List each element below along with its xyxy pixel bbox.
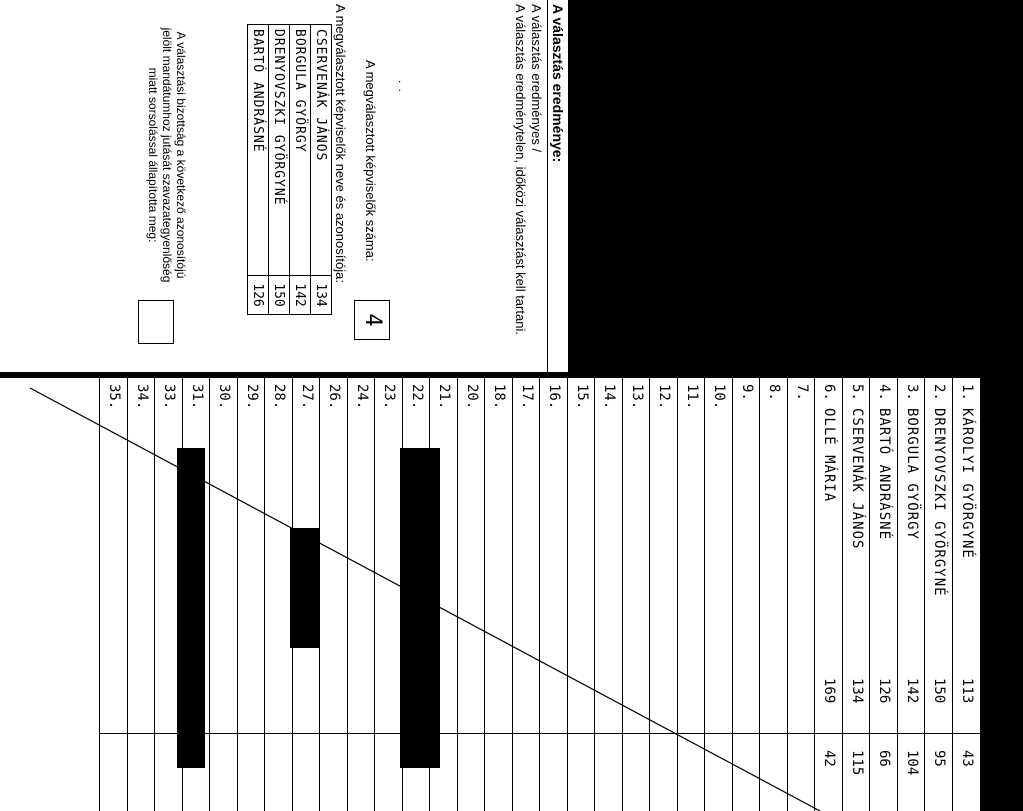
candidate-number: 9.	[739, 384, 755, 401]
elected-id[interactable]: 142	[290, 276, 311, 315]
result-section	[0, 0, 568, 372]
elected-name[interactable]: DRENYOVSZKI GYÖRGYNÉ	[269, 25, 290, 276]
candidate-number: 22.	[409, 384, 425, 410]
candidate-number: 2.	[931, 384, 948, 401]
candidate-number: 11.	[684, 384, 700, 410]
elected-count-label: A megválasztott képviselők száma:	[363, 60, 378, 262]
candidate-number: 34.	[134, 384, 150, 410]
elected-names-label: A megválasztott képviselők neve és azonosítója:	[333, 4, 348, 283]
candidate-name[interactable]: DRENYOVSZKI GYÖRGYNÉ	[931, 408, 948, 597]
candidate-number: 18.	[491, 384, 508, 410]
candidate-number: 28.	[271, 384, 288, 410]
candidate-number: 10.	[711, 384, 728, 410]
elected-id[interactable]: 134	[311, 276, 332, 315]
candidate-number: 4.	[876, 384, 893, 401]
elected-row	[290, 25, 311, 315]
result-successful-text: A választás eredményes /	[529, 4, 544, 153]
candidate-votes[interactable]: 43	[959, 750, 975, 767]
elected-name[interactable]: CSERVENÁK JÁNOS	[311, 25, 332, 276]
result-title: A választás eredménye:	[550, 4, 566, 163]
committee-draw-text: A választási bizottság a következő azonosítójú jelölt mandátumhoz jutását szavazategyenlőség miatt sorsolással állapította meg:	[146, 27, 188, 283]
elected-id[interactable]: 126	[248, 276, 269, 315]
candidate-votes[interactable]: 115	[849, 750, 865, 776]
candidate-number: 29.	[244, 384, 260, 410]
candidate-number: 13.	[629, 384, 645, 410]
elected-row	[269, 25, 290, 315]
candidate-number: 3.	[904, 384, 920, 401]
candidate-number: 27.	[299, 384, 315, 410]
candidate-name[interactable]: KÁROLYI GYÖRGYNÉ	[959, 408, 975, 559]
candidate-id[interactable]: 142	[904, 678, 920, 704]
candidate-id[interactable]: 134	[849, 678, 865, 704]
candidate-number: 5.	[849, 384, 865, 401]
candidate-number: 20.	[464, 384, 480, 410]
candidate-number: 15.	[574, 384, 590, 410]
candidate-votes[interactable]: 66	[876, 750, 893, 767]
strike-through-line	[0, 378, 980, 811]
elected-row	[248, 25, 269, 315]
candidate-votes[interactable]: 42	[821, 750, 838, 767]
candidate-number: 8.	[766, 384, 783, 401]
candidate-number: 23.	[381, 384, 398, 410]
candidate-number: 31.	[189, 384, 205, 410]
divider	[547, 0, 548, 372]
elected-name[interactable]: BORGULA GYÖRGY	[290, 25, 311, 276]
candidate-number: 33.	[161, 384, 178, 410]
candidate-name[interactable]: BARTÓ ANDRÁSNÉ	[876, 408, 893, 541]
candidate-name[interactable]: OLLÉ MÁRIA	[821, 408, 838, 503]
candidate-id[interactable]: 126	[876, 678, 893, 704]
elected-count-field[interactable]: 4	[354, 300, 390, 340]
candidate-id[interactable]: 150	[931, 678, 948, 704]
candidate-number: 1.	[959, 384, 975, 401]
elected-id[interactable]: 150	[269, 276, 290, 315]
pen-marks: ˙ ˙	[387, 80, 403, 94]
candidate-name[interactable]: CSERVENÁK JÁNOS	[849, 408, 865, 550]
candidate-number: 35.	[106, 384, 123, 410]
candidate-votes[interactable]: 104	[904, 750, 920, 776]
candidate-votes[interactable]: 95	[931, 750, 948, 767]
candidate-name[interactable]: BORGULA GYÖRGY	[904, 408, 920, 541]
candidate-list	[0, 378, 980, 811]
result-unsuccessful-text: A választás eredménytelen, időközi választást kell tartani.	[513, 4, 528, 335]
candidate-number: 6.	[821, 384, 838, 401]
elected-table	[247, 24, 332, 315]
candidate-number: 26.	[326, 384, 343, 410]
committee-draw-field[interactable]	[138, 300, 174, 344]
candidate-number: 14.	[601, 384, 618, 410]
candidate-number: 17.	[519, 384, 535, 410]
candidate-number: 16.	[546, 384, 563, 410]
elected-name[interactable]: BARTÓ ANDRÁSNÉ	[248, 25, 269, 276]
candidate-id[interactable]: 169	[821, 678, 838, 704]
candidate-number: 7.	[794, 384, 810, 401]
candidate-number: 21.	[436, 384, 453, 410]
elected-row	[311, 25, 332, 315]
candidate-number: 24.	[354, 384, 370, 410]
candidate-id[interactable]: 113	[959, 678, 975, 704]
candidate-number: 30.	[216, 384, 233, 410]
candidate-number: 12.	[656, 384, 673, 410]
